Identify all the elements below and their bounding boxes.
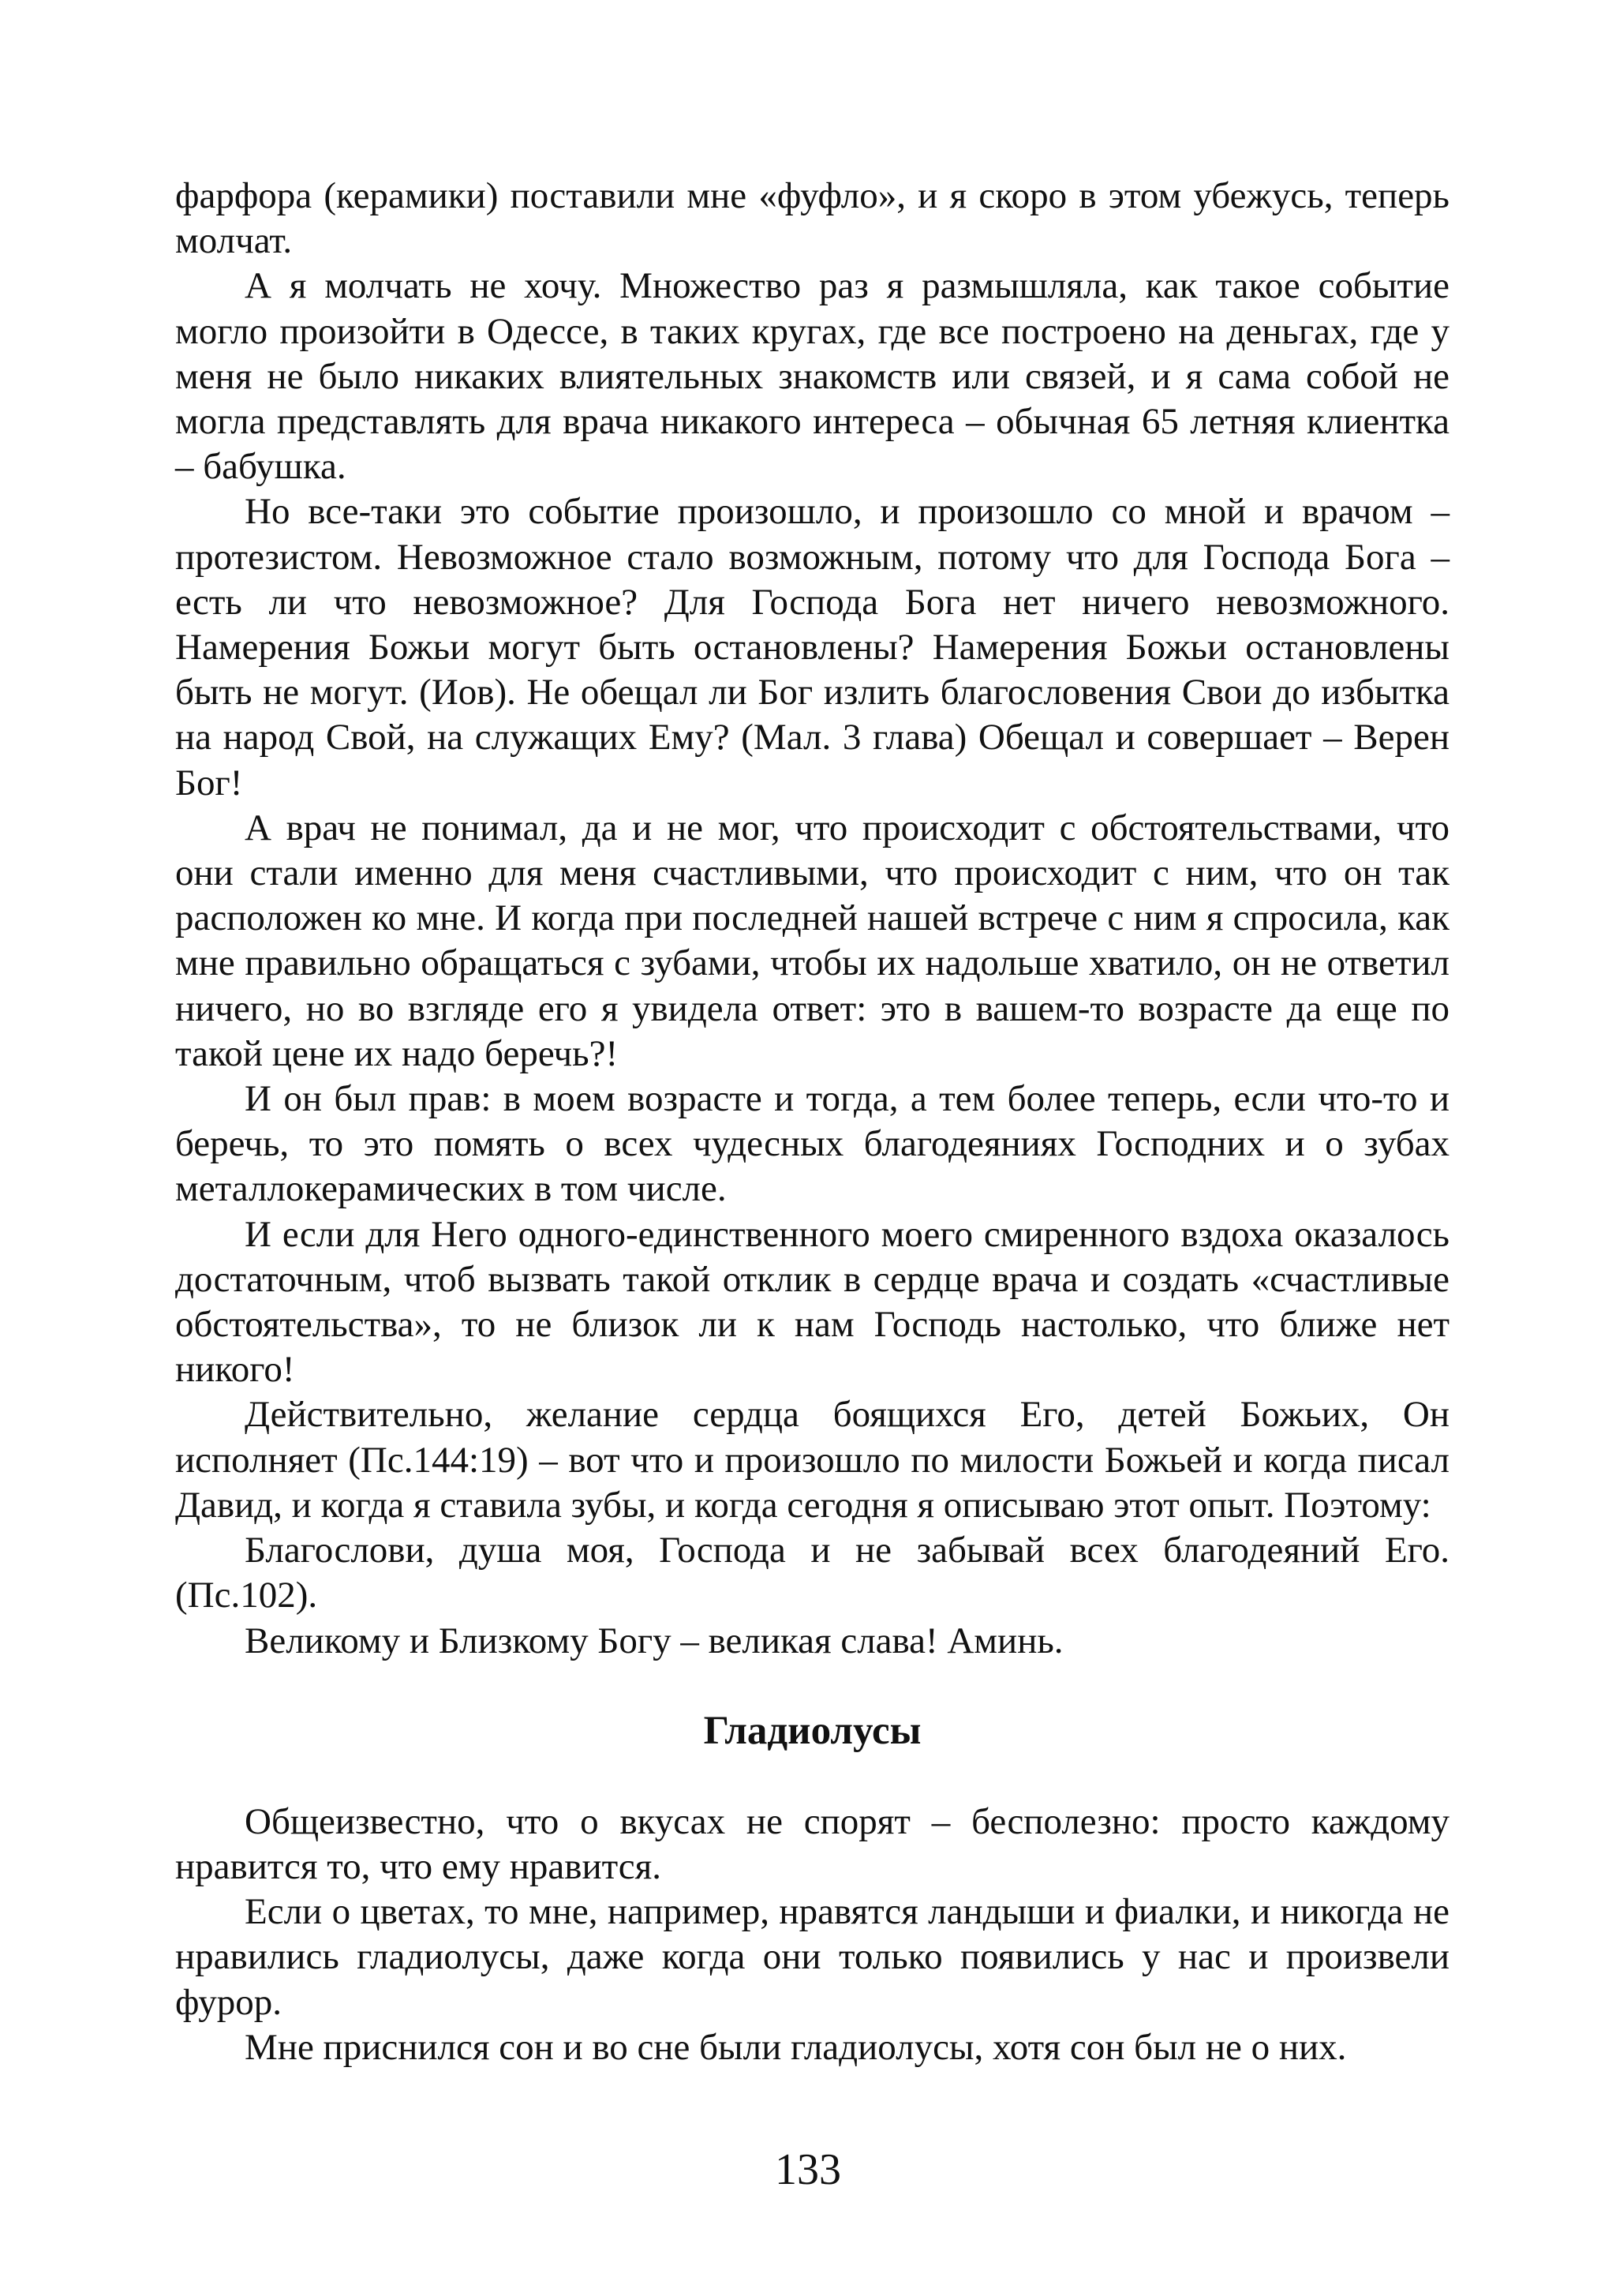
paragraph: Если о цветах, то мне, например, нравятся ландыши и фиалки, и никогда не нравились гладиолусы, даже когда они только появились у нас и произвели фурор. <box>175 1891 1450 2023</box>
paragraph: Благослови, душа моя, Господа и не забывай всех благодеяний Его. (Пс.102). <box>175 1530 1450 1616</box>
paragraph: А врач не понимал, да и не мог, что происходит с обстоятельствами, что они стали именно для меня счастливыми, что происходит с ним, что он так расположен ко мне. И когда при последней нашей встрече с ним я спросила, как мне правильно обращаться с зубами, чтобы их надольше хватило, он не ответил ничего, но во взгляде его я увидела ответ: это в вашем-то возрасте да еще по такой цене их надо беречь?! <box>175 807 1450 1074</box>
page-number: 133 <box>775 2145 841 2194</box>
paragraph: Но все-таки это событие произошло, и произошло со мной и врачом – протезистом. Невозможное стало возможным, потому что для Господа Бога – есть ли что невозможное? Для Господа Бога нет ничего невозможного. Намерения Божьи могут быть остановлены? Намерения Божьи остановлены быть не могут. (Иов). Не обещал ли Бог излить благословения Свои до избытка на народ Свой, на служащих Ему? (Мал. 3 глава) Обещал и совершает – Верен Бог! <box>175 491 1450 803</box>
paragraph: Действительно, желание сердца боящихся Его, детей Божьих, Он исполняет (Пс.144:19) – вот что и произошло по милости Божьей и когда писал Давид, и когда я ставила зубы, и когда сегодня я описываю этот опыт. Поэтому: <box>175 1394 1450 1526</box>
paragraph: Великому и Близкому Богу – великая слава! Аминь. <box>245 1620 1064 1661</box>
paragraph: фарфора (керамики) поставили мне «фуфло», и я скоро в этом убежусь, теперь молчат. <box>175 175 1450 262</box>
page-body-text <box>175 174 1450 2070</box>
spacer <box>175 1754 1450 1800</box>
paragraph: Общеизвестно, что о вкусах не спорят – бесполезно: просто каждому нравится то, что ему нравится. <box>175 1800 1450 1887</box>
paragraph: А я молчать не хочу. Множество раз я размышляла, как такое событие могло произойти в Одессе, в таких кругах, где все построено на деньгах, где у меня не было никаких влиятельных знакомств или связей, и я сама собой не могла представлять для врача никакого интереса – обычная 65 летняя клиентка – бабушка. <box>175 265 1450 488</box>
paragraph: И если для Него одного-единственного моего смиренного вздоха оказалось достаточным, чтоб вызвать такой отклик в сердце врача и создать «счастливые обстоятельства», то не близок ли к нам Господь настолько, что ближе нет никого! <box>175 1213 1450 1391</box>
paragraph: И он был прав: в моем возрасте и тогда, а тем более теперь, если что-то и беречь, то это помять о всех чудесных благодеяниях Господних и о зубах металлокерамических в том числе. <box>175 1078 1450 1210</box>
spacer <box>175 1664 1450 1709</box>
section-heading: Гладиолусы <box>703 1708 922 1753</box>
paragraph: Мне приснился сон и во сне были гладиолусы, хотя сон был не о них. <box>245 2026 1347 2068</box>
